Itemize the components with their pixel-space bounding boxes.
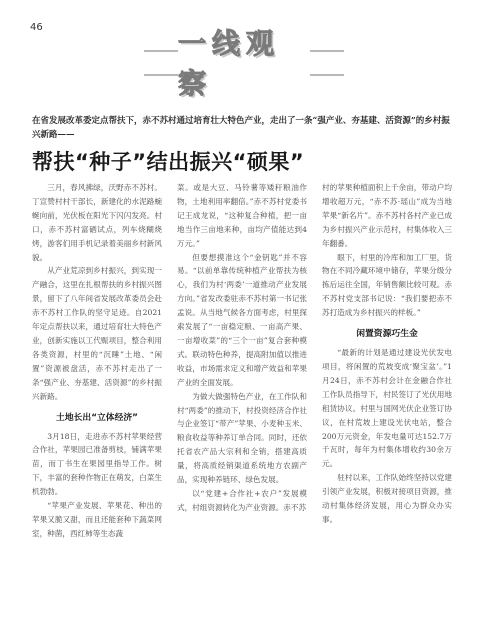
paragraph: 村的苹果种植面积上千余亩，带动户均增收超万元，“赤不苏·瑶山”成为当地苹果“新名片”。赤不苏村各村产业已成为乡村振兴产业示范村，村集体收入三年翻番。 bbox=[322, 183, 452, 248]
article-title: 帮扶“种子”结出振兴“硕果” bbox=[32, 150, 305, 174]
paragraph: 菜。或是大豆、马铃薯等矮秆粮油作物，土地利用率翻倍。”赤不苏村党委书记王成龙说，“这种复合种植，把一亩地当作三亩地来种，亩均产值能达到4万元。” bbox=[177, 183, 307, 248]
paragraph: “最新的计划是通过建设光伏发电项目，将闲置的荒坡变成‘聚宝盆’。”1月24日，赤不苏村会计在金融合作社工作队员指导下，村民签订了光伏用地租赁协议。村里与国网光伏企业签订协议，在村荒坡上建设光伏电站，整合200万元资金，年发电量可达152.7万千瓦时，每年为村集体增收约30余万元。 bbox=[322, 348, 452, 469]
lead-paragraph: 在省发展改革委定点帮扶下，赤不苏村通过培育壮大特色产业，走出了一条“强产业、夯基建、活资源”的乡村振兴新路—— bbox=[32, 116, 450, 140]
paragraph: 3月18日，走进赤不苏村苹果经营合作社，苹果园已准备剪枝，铺满苹果苗，而丁书生在果园里指导工作。树下，丰富的套种作物正在萌发，白菜生机勃勃。 bbox=[32, 431, 162, 497]
subheading: 闲置资源巧生金 bbox=[356, 329, 418, 340]
subheading: 土地长出“立体经济” bbox=[56, 412, 138, 423]
paragraph: 从产业荒凉到乡村振兴，到实现一产融合，这里在扎根帮扶的乡村振兴图景，留下了八年间省发展改革委员会赴赤不苏村工作队的坚守足迹。自2021年定点帮扶以来，通过培育壮大特色产业，创新实施以工代赈项目，整合利用各类资源，村里的“沉睡”土地、“闲置”资源被盘活，赤不苏村走出了一条“强产业、夯基建、活资源”的乡村振兴新路。 bbox=[32, 266, 162, 401]
paragraph: 以“党建+合作社+农户”发展模式，村组资源转化为产业资源。赤不苏 bbox=[177, 488, 307, 512]
section-title: 一线观察 bbox=[178, 27, 281, 100]
section-title-box bbox=[178, 27, 310, 100]
column-1 bbox=[32, 181, 162, 621]
paragraph: 驻村以来，工作队始终坚持以党建引领产业发展，积极对接项目资源，推动村集体经济发展，用心为群众办实事。 bbox=[322, 473, 452, 524]
paragraph: 眼下，村里的冷库和加工厂里，货物在不同冷藏环境中储存，苹果分级分拣后运往全国，年销售额比较可观。赤不苏村党支部书记说：“我们要把赤不苏打造成为乡村振兴的样板。” bbox=[322, 252, 452, 318]
column-2 bbox=[177, 181, 307, 621]
article-body bbox=[32, 181, 452, 621]
page-number: 46 bbox=[30, 22, 43, 33]
section-header bbox=[144, 27, 344, 100]
paragraph: “苹果产业发展、苹果花、种出的苹果又脆又甜，而且还能套种下蔬菜网室，种菌，西红柿等生态蔬 bbox=[32, 501, 162, 538]
paragraph: 三月，春风拂绿，沃野赤不苏村。丁宣赞村村干部长，新建化的水泥路蜿蜒向前，光伏板在阳光下闪闪发亮。村口，赤不苏村富硒试点，列车烧糊烧烤，游客们用手机记录着美丽乡村新风貌。 bbox=[32, 183, 162, 262]
paragraph: 为做大做强特色产业，在工作队和村“两委”的推动下，村投资经济合作社与企业签订“带产”苹果、小麦种玉米、粮食收益等种养订单合同。同时，还依托省农产品大宗利和全销，搭建高质量，将高质经销渠道系统地方农副产品，实现种养链环、绿色发展。 bbox=[177, 391, 307, 485]
column-3 bbox=[322, 181, 452, 621]
paragraph: 但要想摸准这个“金钥匙”并不容易。“以前单靠传统种植产业帮扶为核心，我们为村‘两委’一道推动产业发展方向。”省发改委驻赤不苏村第一书记张孟说。从当地气候各方面考虑，村里探索发展了“一亩稳定粮、一亩高产果、一亩增收菜”的“三个一亩”复合套种模式。联动特色种养，提高附加值以推进收益，市场需求定义和增产效益和苹果产业的全面发展。 bbox=[177, 252, 307, 387]
